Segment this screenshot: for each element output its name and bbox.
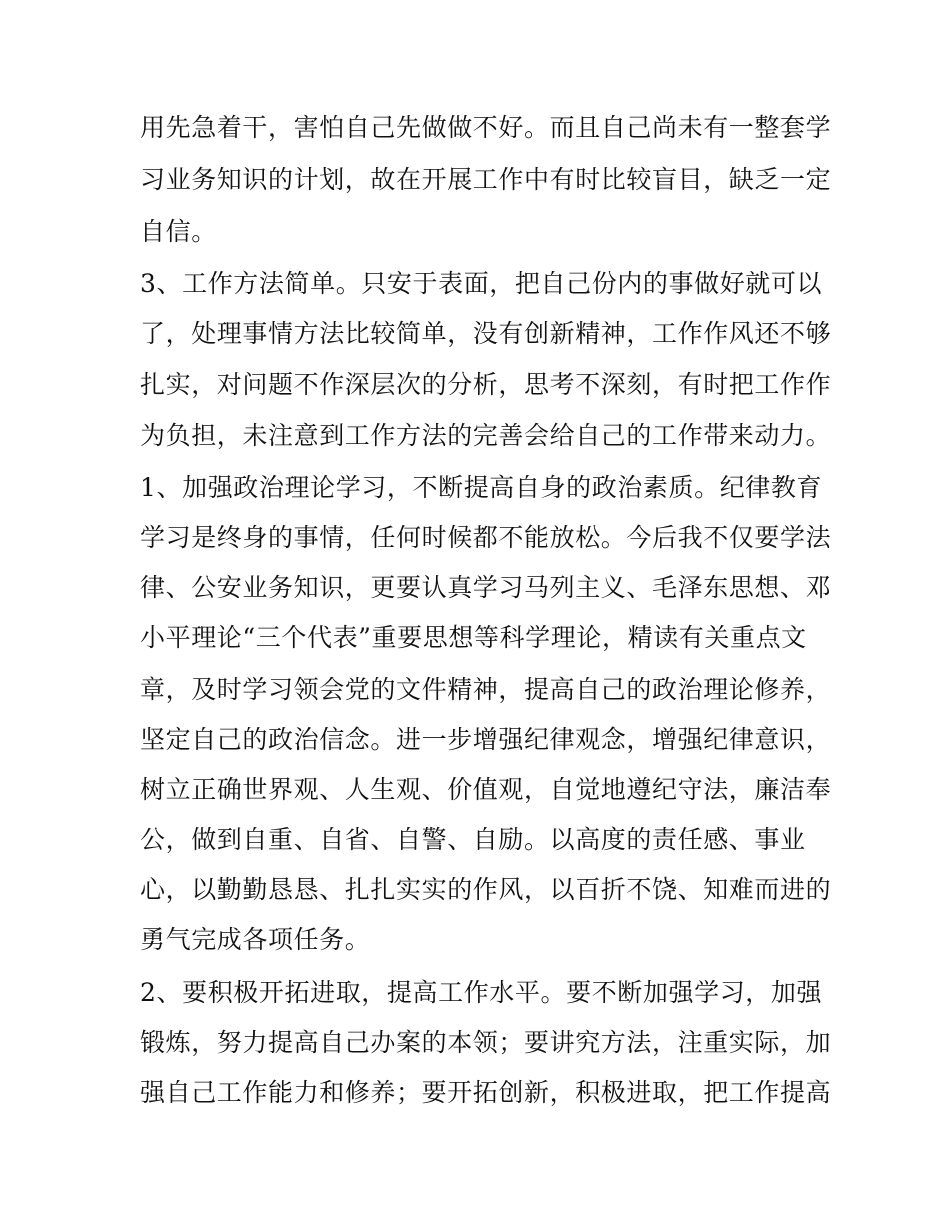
text-line: 勇气完成各项任务。 [140, 925, 371, 954]
text-line: 1、加强政治理论学习，不断提高自身的政治素质。纪律教育 [140, 473, 823, 502]
text-line: 树立正确世界观、人生观、价值观，自觉地遵纪守法，廉洁奉 [140, 775, 832, 804]
text-line: 用先急着干，害怕自己先做做不好。而且自己尚未有一整套学 [140, 113, 832, 142]
text-line: 公，做到自重、自省、自警、自励。以高度的责任感、事业 [140, 825, 806, 854]
text-line: 2、要积极开拓进取，提高工作水平。要不断加强学习，加强 [140, 978, 823, 1007]
text-line: 了，处理事情方法比较简单，没有创新精神，工作作风还不够 [140, 319, 832, 348]
text-line: 习业务知识的计划，故在开展工作中有时比较盲目，缺乏一定 [140, 165, 832, 194]
text-line: 学习是终身的事情，任何时候都不能放松。今后我不仅要学法 [140, 523, 832, 552]
text-line: 自信。 [140, 217, 217, 246]
text-line: 坚定自己的政治信念。进一步增强纪律观念，增强纪律意识， [140, 725, 832, 754]
text-line: 3、工作方法简单。只安于表面，把自己份内的事做好就可以 [140, 269, 823, 298]
text-line: 小平理论“三个代表”重要思想等科学理论，精读有关重点文 [140, 623, 807, 652]
text-line: 为负担，未注意到工作方法的完善会给自己的工作带来动力。 [140, 421, 832, 450]
text-line: 心，以勤勤恳恳、扎扎实实的作风，以百折不饶、知难而进的 [140, 875, 832, 904]
text-line: 锻炼，努力提高自己办案的本领；要讲究方法，注重实际，加 [140, 1028, 832, 1057]
text-line: 律、公安业务知识，更要认真学习马列主义、毛泽东思想、邓 [140, 573, 832, 602]
text-line: 扎实，对问题不作深层次的分析，思考不深刻，有时把工作作 [140, 370, 832, 399]
text-line: 章，及时学习领会党的文件精神，提高自己的政治理论修养， [140, 675, 832, 704]
text-line: 强自己工作能力和修养；要开拓创新，积极进取，把工作提高 [140, 1078, 832, 1107]
